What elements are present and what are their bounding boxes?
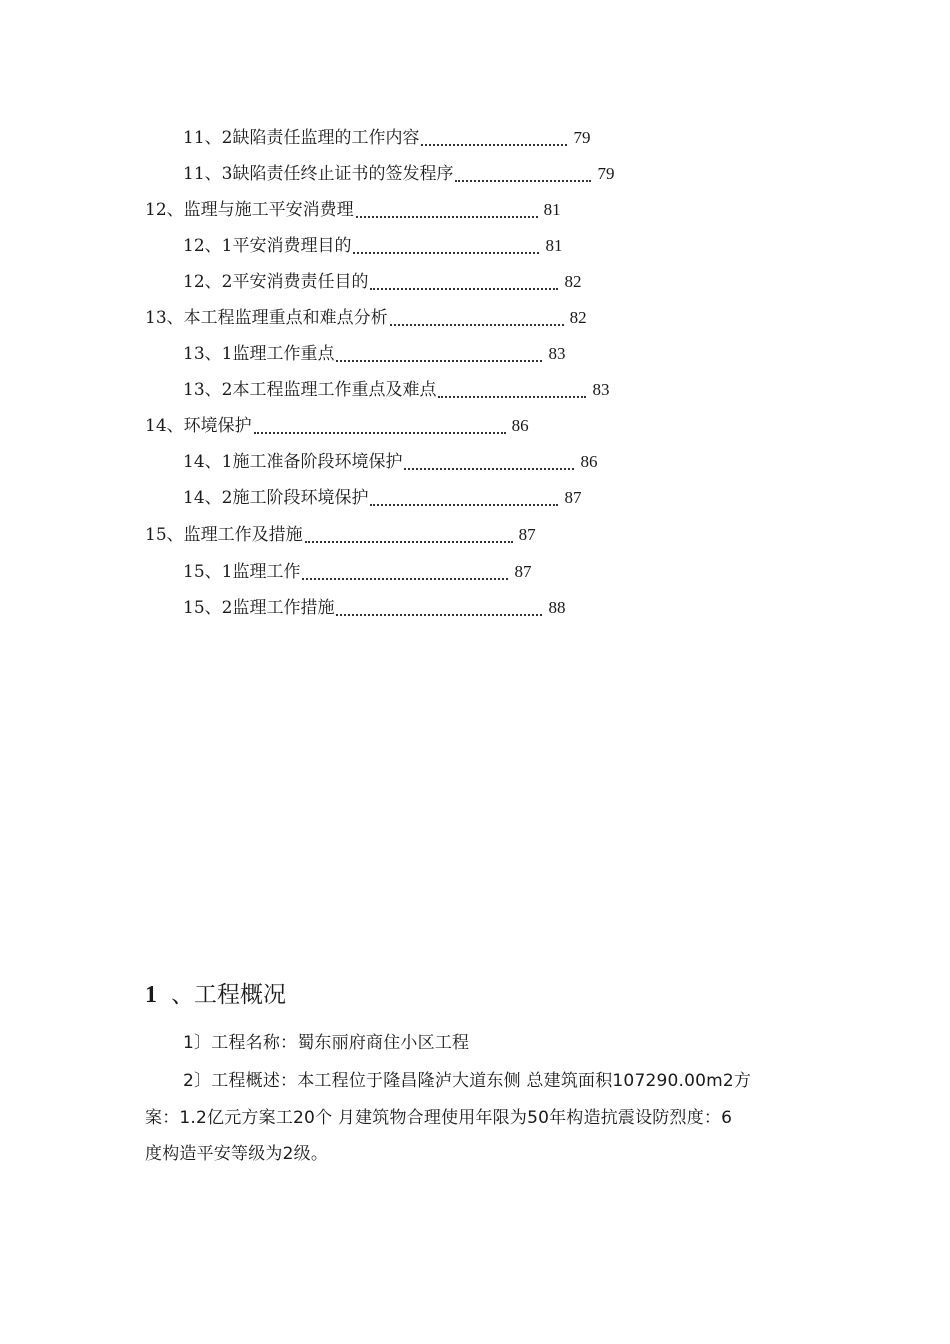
toc-leader: [370, 504, 558, 506]
toc-label: 15、监理工作及措施: [145, 525, 303, 545]
toc-leader: [404, 468, 574, 470]
toc-page-number: 81: [543, 200, 561, 219]
toc-leader: [302, 578, 508, 580]
toc-leader: [254, 432, 506, 434]
toc-entry[interactable]: [145, 415, 529, 437]
toc-page-number: 87: [514, 562, 532, 581]
toc-label: 11、2缺陷责任监理的工作内容: [183, 128, 420, 148]
toc-entry[interactable]: [145, 524, 536, 546]
toc-leader: [305, 541, 513, 543]
toc-label: 14、1施工准备阶段环境保护: [183, 452, 403, 472]
toc-label: 14、环境保护: [145, 416, 252, 436]
toc-entry[interactable]: [183, 597, 565, 619]
toc-leader: [438, 396, 586, 398]
toc-page-number: 87: [518, 525, 536, 544]
toc-page-number: 82: [569, 308, 587, 327]
toc-entry[interactable]: [145, 307, 587, 329]
section-title: 、工程概况: [171, 982, 286, 1008]
toc-entry[interactable]: [183, 235, 562, 257]
toc-leader: [455, 180, 591, 182]
toc-page-number: 82: [564, 272, 582, 291]
toc-page-number: 86: [511, 416, 529, 435]
toc-label: 12、监理与施工平安消费理: [145, 200, 354, 220]
toc-label: 13、本工程监理重点和难点分析: [145, 308, 388, 328]
toc-label: 12、1平安消费理目的: [183, 236, 352, 256]
toc-label: 13、1监理工作重点: [183, 344, 335, 364]
toc-leader: [390, 324, 564, 326]
toc-entry[interactable]: [183, 163, 614, 185]
paragraph-overview-line-3: 度构造平安等级为2级。: [145, 1144, 329, 1164]
toc-page-number: 88: [548, 598, 566, 617]
toc-leader: [336, 360, 542, 362]
paragraph-overview-line-2: 案：1.2亿元方案工20个 月建筑物合理使用年限为50年构造抗震设防烈度：6: [145, 1108, 733, 1128]
toc-entry[interactable]: [183, 487, 581, 509]
toc-entry[interactable]: [183, 343, 565, 365]
toc-leader: [356, 216, 538, 218]
toc-label: 11、3缺陷责任终止证书的签发程序: [183, 164, 454, 184]
toc-entry[interactable]: [183, 127, 590, 149]
toc-label: 15、2监理工作措施: [183, 598, 335, 618]
toc-leader: [421, 144, 567, 146]
toc-entry[interactable]: [183, 379, 609, 401]
toc-page-number: 83: [548, 344, 566, 363]
toc-entry[interactable]: [183, 271, 581, 293]
toc-label: 13、2本工程监理工作重点及难点: [183, 380, 437, 400]
toc-page-number: 83: [592, 380, 610, 399]
toc-label: 14、2施工阶段环境保护: [183, 488, 369, 508]
toc-entry[interactable]: [183, 561, 531, 583]
toc-leader: [353, 252, 539, 254]
paragraph-project-name: 1〕工程名称：蜀东丽府商住小区工程: [183, 1033, 470, 1053]
paragraph-overview-line-1: 2〕工程概述：本工程位于隆昌隆泸大道东侧 总建筑面积107290.00m2方: [183, 1071, 752, 1091]
toc-page-number: 79: [597, 164, 615, 183]
toc-entry[interactable]: [145, 199, 561, 221]
toc-label: 15、1监理工作: [183, 562, 301, 582]
section-number: 1: [145, 982, 157, 1008]
toc-page-number: 86: [580, 452, 598, 471]
toc-leader: [336, 614, 542, 616]
toc-label: 12、2平安消费责任目的: [183, 272, 369, 292]
toc-page-number: 81: [545, 236, 563, 255]
toc-page-number: 79: [573, 128, 591, 147]
toc-page-number: 87: [564, 488, 582, 507]
section-heading: [145, 976, 286, 1009]
toc-entry[interactable]: [183, 451, 597, 473]
toc-leader: [370, 288, 558, 290]
